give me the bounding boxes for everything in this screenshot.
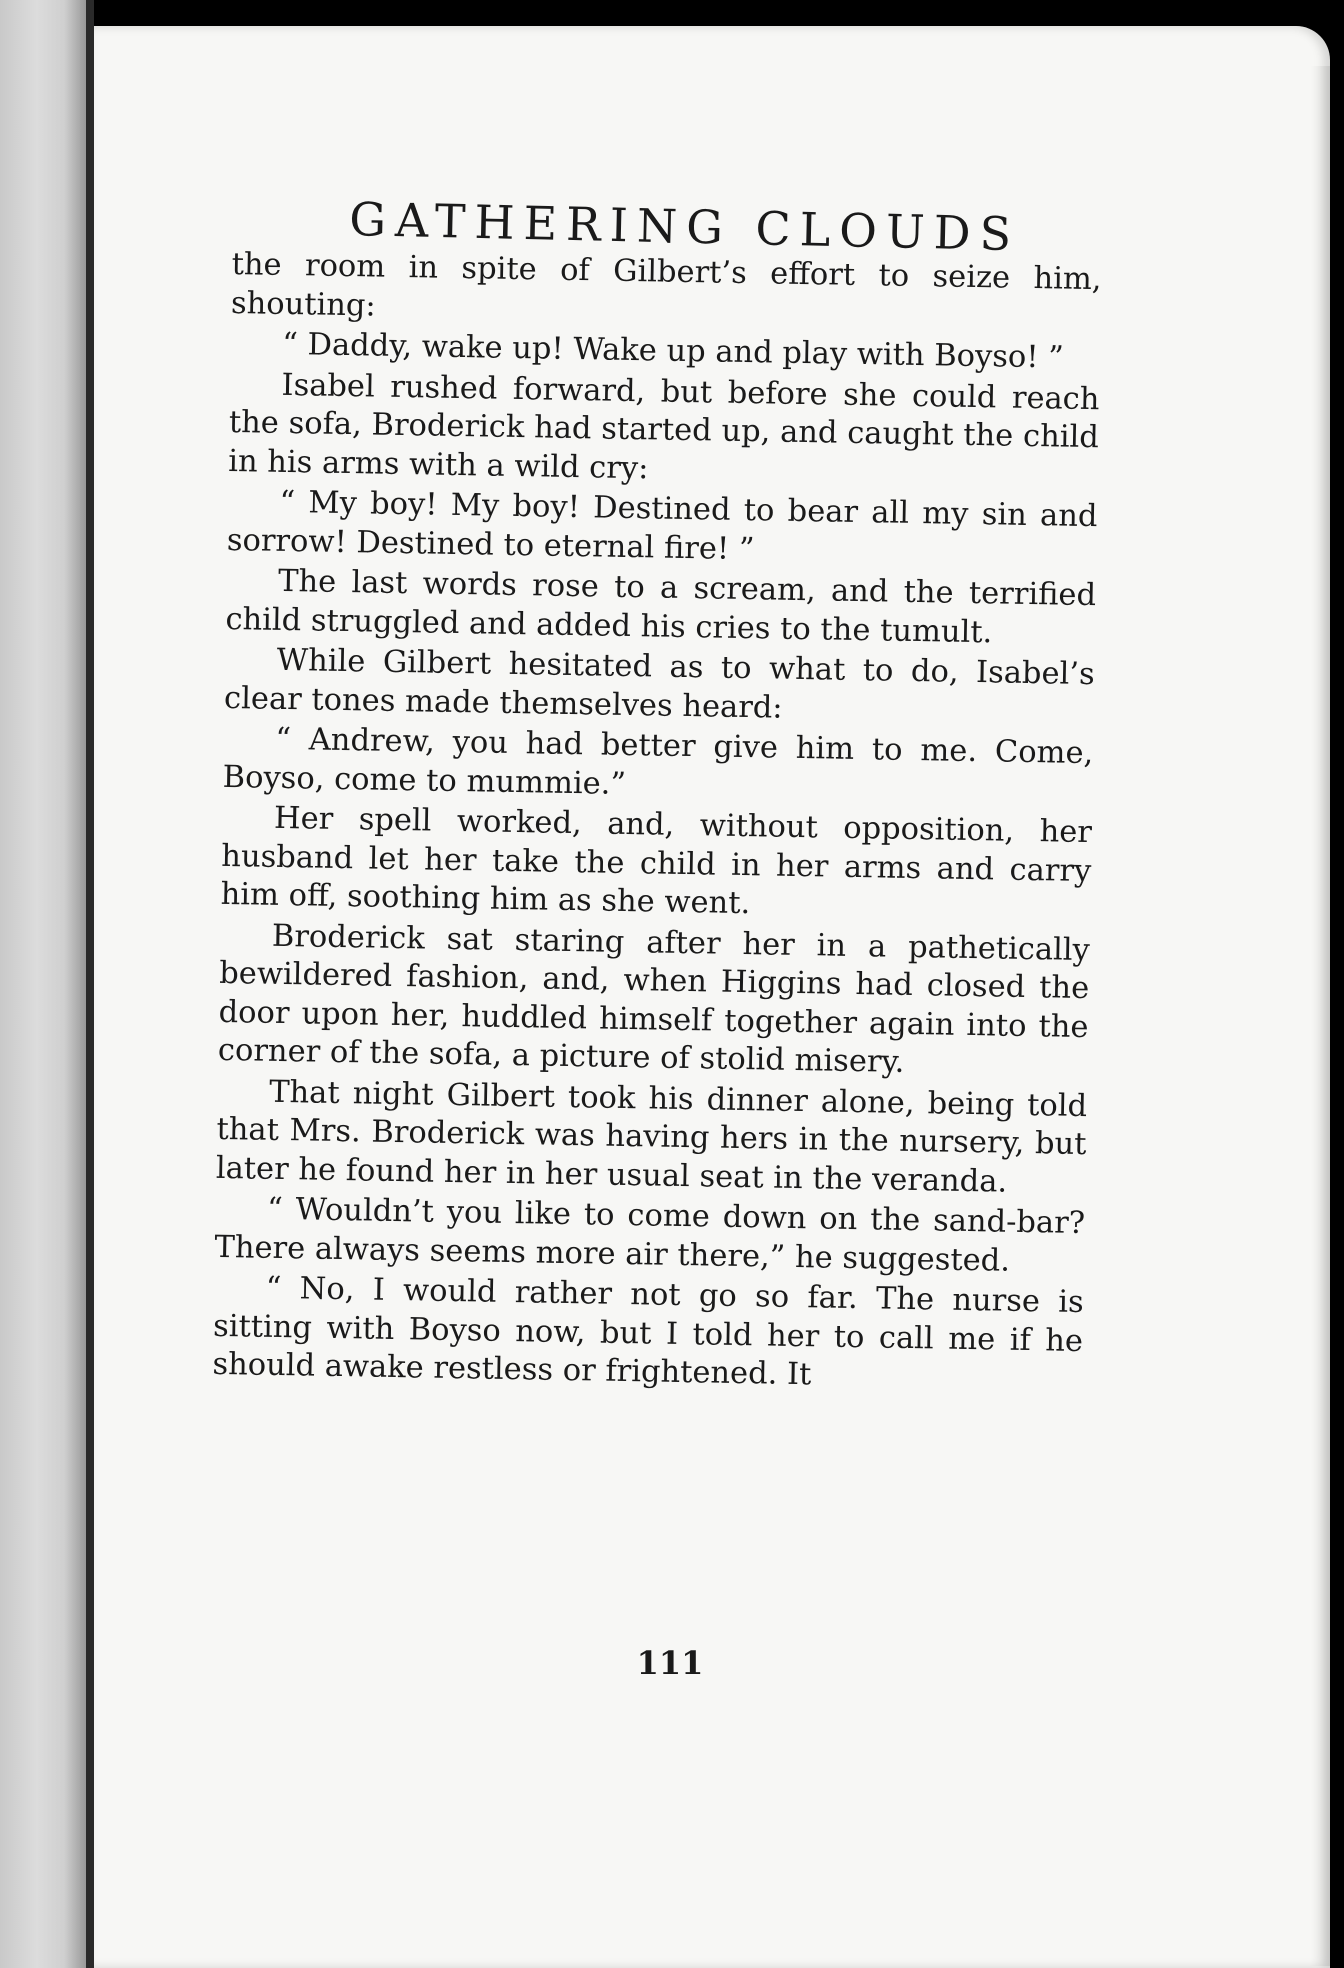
paragraph: The last words rose to a scream, and the terrified child struggled and added his cries to the tumult. — [225, 563, 1097, 650]
page-edge-shadow — [1310, 66, 1330, 1966]
paragraph: Isabel rushed forward, but before she could reach the sofa, Broderick had started up, and caught the child in his arms with a wild cry: — [227, 367, 1100, 486]
paragraph: Her spell worked, and, without opposition, her husband let her take the child in her arms and carry him off, soothing him as she went. — [220, 800, 1093, 922]
paragraph: “ My boy! My boy! Destined to bear all my sin and sorrow! Destined to eternal fire! ” — [226, 484, 1098, 567]
paragraph: Broderick sat staring after her in a pathetically bewildered fashion, and, when Higgins had closed the door upon her, huddled himself together again into the corner of the sofa, a picture of stolid misery. — [217, 918, 1091, 1080]
paragraph: That night Gilbert took his dinner alone, being told that Mrs. Broderick was having hers in the nursery, but later he found her in her usual seat in the veranda. — [215, 1074, 1088, 1200]
spine-edge — [86, 0, 94, 1968]
paragraph: While Gilbert hesitated as to what to do, Isabel’s clear tones made themselves heard: — [223, 642, 1095, 726]
paragraph: the room in spite of Gilbert’s effort to seize him, shouting: — [230, 246, 1102, 324]
body-text — [212, 246, 1102, 1402]
running-head: GATHERING CLOUDS — [348, 192, 1021, 262]
paragraph: “ Daddy, wake up! Wake up and play with Boyso! ” — [281, 326, 1065, 376]
paragraph: “ No, I would rather not go so far. The nurse is sitting with Boyso now, but I told her to call me if he should awake restless or frightened. It — [212, 1270, 1084, 1393]
page-number: 111 — [636, 1644, 704, 1682]
paragraph: “ Wouldn’t you like to come down on the sand-bar? There always seems more air there,” he suggested. — [214, 1191, 1086, 1279]
paragraph: “ Andrew, you had better give him to me. Come, Boyso, come to mummie.” — [222, 721, 1094, 802]
book-spine — [0, 0, 92, 1968]
